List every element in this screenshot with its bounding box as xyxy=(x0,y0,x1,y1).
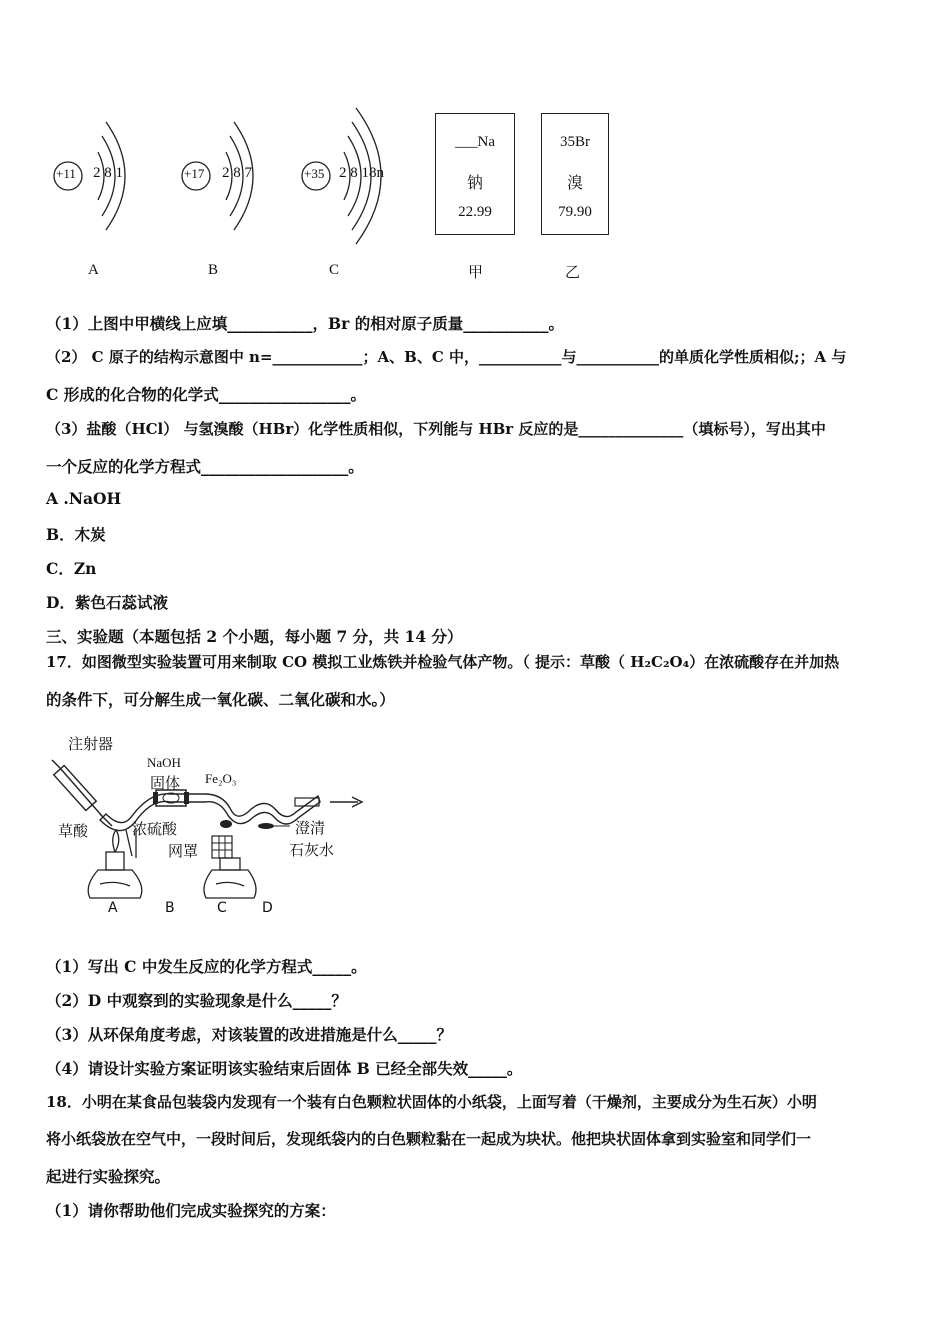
element-card-na-symbol: ___Na xyxy=(455,134,495,150)
q18-line3: 起进行实验探究。 xyxy=(46,1167,171,1186)
label-naoh: NaOH xyxy=(147,755,181,770)
element-card-br-mass: 79.90 xyxy=(558,204,592,220)
label-fe2o3: Fe₂O₃ xyxy=(205,771,237,786)
q17-sub3: （3）从环保角度考虑，对该装置的改进措施是什么_____？ xyxy=(46,1025,453,1044)
element-card-na-name: 钠 xyxy=(466,173,483,192)
atom-b-label: B xyxy=(208,262,219,278)
element-card-br xyxy=(541,113,609,235)
label-mesh: 网罩 xyxy=(168,842,199,860)
q16-part2-line1: （2） C 原子的结构示意图中 n=____________；A、B、C 中，___________与___________的单质化学性质相似;；A 与 xyxy=(46,348,847,366)
label-c: C xyxy=(217,900,227,916)
element-card-br-name: 溴 xyxy=(566,173,583,192)
label-a: A xyxy=(108,900,118,916)
atom-a-nucleus: +11 xyxy=(56,166,76,181)
alcohol-lamp-c xyxy=(204,858,256,898)
element-card-na xyxy=(435,113,515,235)
q16-option-a: A .NaOH xyxy=(46,489,122,508)
q17-intro-line2: 的条件下，可分解生成一氧化碳、二氧化碳和水。） xyxy=(46,690,395,709)
element-card-na-mass: 22.99 xyxy=(458,204,492,220)
atom-c-nucleus: +35 xyxy=(304,166,325,181)
label-sulfuric-acid: 浓硫酸 xyxy=(132,820,178,838)
q16-part3-line2: 一个反应的化学方程式___________________。 xyxy=(46,457,364,476)
label-syringe: 注射器 xyxy=(68,735,114,753)
mesh-cover xyxy=(212,836,232,858)
q18-sub1: （1）请你帮助他们完成实验探究的方案： xyxy=(46,1201,336,1220)
atom-b-nucleus: +17 xyxy=(184,166,205,181)
label-oxalic-acid: 草酸 xyxy=(58,822,89,840)
label-d: D xyxy=(262,900,273,916)
atom-c-label: C xyxy=(329,262,340,278)
label-solid: 固体 xyxy=(150,774,181,792)
q17-intro-line1: 17．如图微型实验装置可用来制取 CO 模拟工业炼铁并检验气体产物。（ 提示：草酸（ H₂C₂O₄）在浓硫酸存在并加热 xyxy=(46,653,840,671)
section-3-heading: 三、实验题（本题包括 2 个小题，每小题 7 分，共 14 分） xyxy=(46,627,463,646)
atom-c-shells: 2 8 18n xyxy=(339,165,384,181)
atom-a-shells: 2 8 1 xyxy=(93,165,123,181)
q16-option-b: B．木炭 xyxy=(46,525,106,544)
element-card-br-label: 乙 xyxy=(565,263,581,281)
q17-sub1: （1）写出 C 中发生反应的化学方程式_____。 xyxy=(46,957,367,976)
q18-line1: 18．小明在某食品包装袋内发现有一个装有白色颗粒状固体的小纸袋，上面写着（干燥剂，主要成分为生石灰）小明 xyxy=(46,1093,817,1111)
element-card-br-symbol: 35Br xyxy=(560,134,590,150)
q18-line2: 将小纸袋放在空气中，一段时间后，发现纸袋内的白色颗粒黏在一起成为块状。他把块状固体拿到实验室和同学们一 xyxy=(46,1130,812,1148)
q16-part1: （1）上图中甲横线上应填___________，Br 的相对原子质量___________。 xyxy=(46,314,564,333)
atom-b-shells: 2 8 7 xyxy=(222,165,252,181)
q16-part2-line2: C 形成的化合物的化学式_________________。 xyxy=(46,385,366,404)
q17-sub2: （2）D 中观察到的实验现象是什么_____？ xyxy=(46,991,347,1010)
label-limewater-2: 石灰水 xyxy=(289,841,335,859)
q16-option-d: D．紫色石蕊试液 xyxy=(46,593,168,612)
label-limewater-1: 澄清 xyxy=(295,819,326,837)
apparatus-diagram xyxy=(40,730,380,920)
atom-a-label: A xyxy=(88,262,99,278)
q16-part3-line1: （3）盐酸（HCl） 与氢溴酸（HBr）化学性质相似，下列能与 HBr 反应的是______________（填标号），写出其中 xyxy=(46,420,826,438)
label-b: B xyxy=(165,900,175,916)
element-card-na-label: 甲 xyxy=(468,263,484,281)
q17-sub4: （4）请设计实验方案证明该实验结束后固体 B 已经全部失效_____。 xyxy=(46,1059,523,1078)
q16-option-c: C．Zn xyxy=(46,559,97,578)
